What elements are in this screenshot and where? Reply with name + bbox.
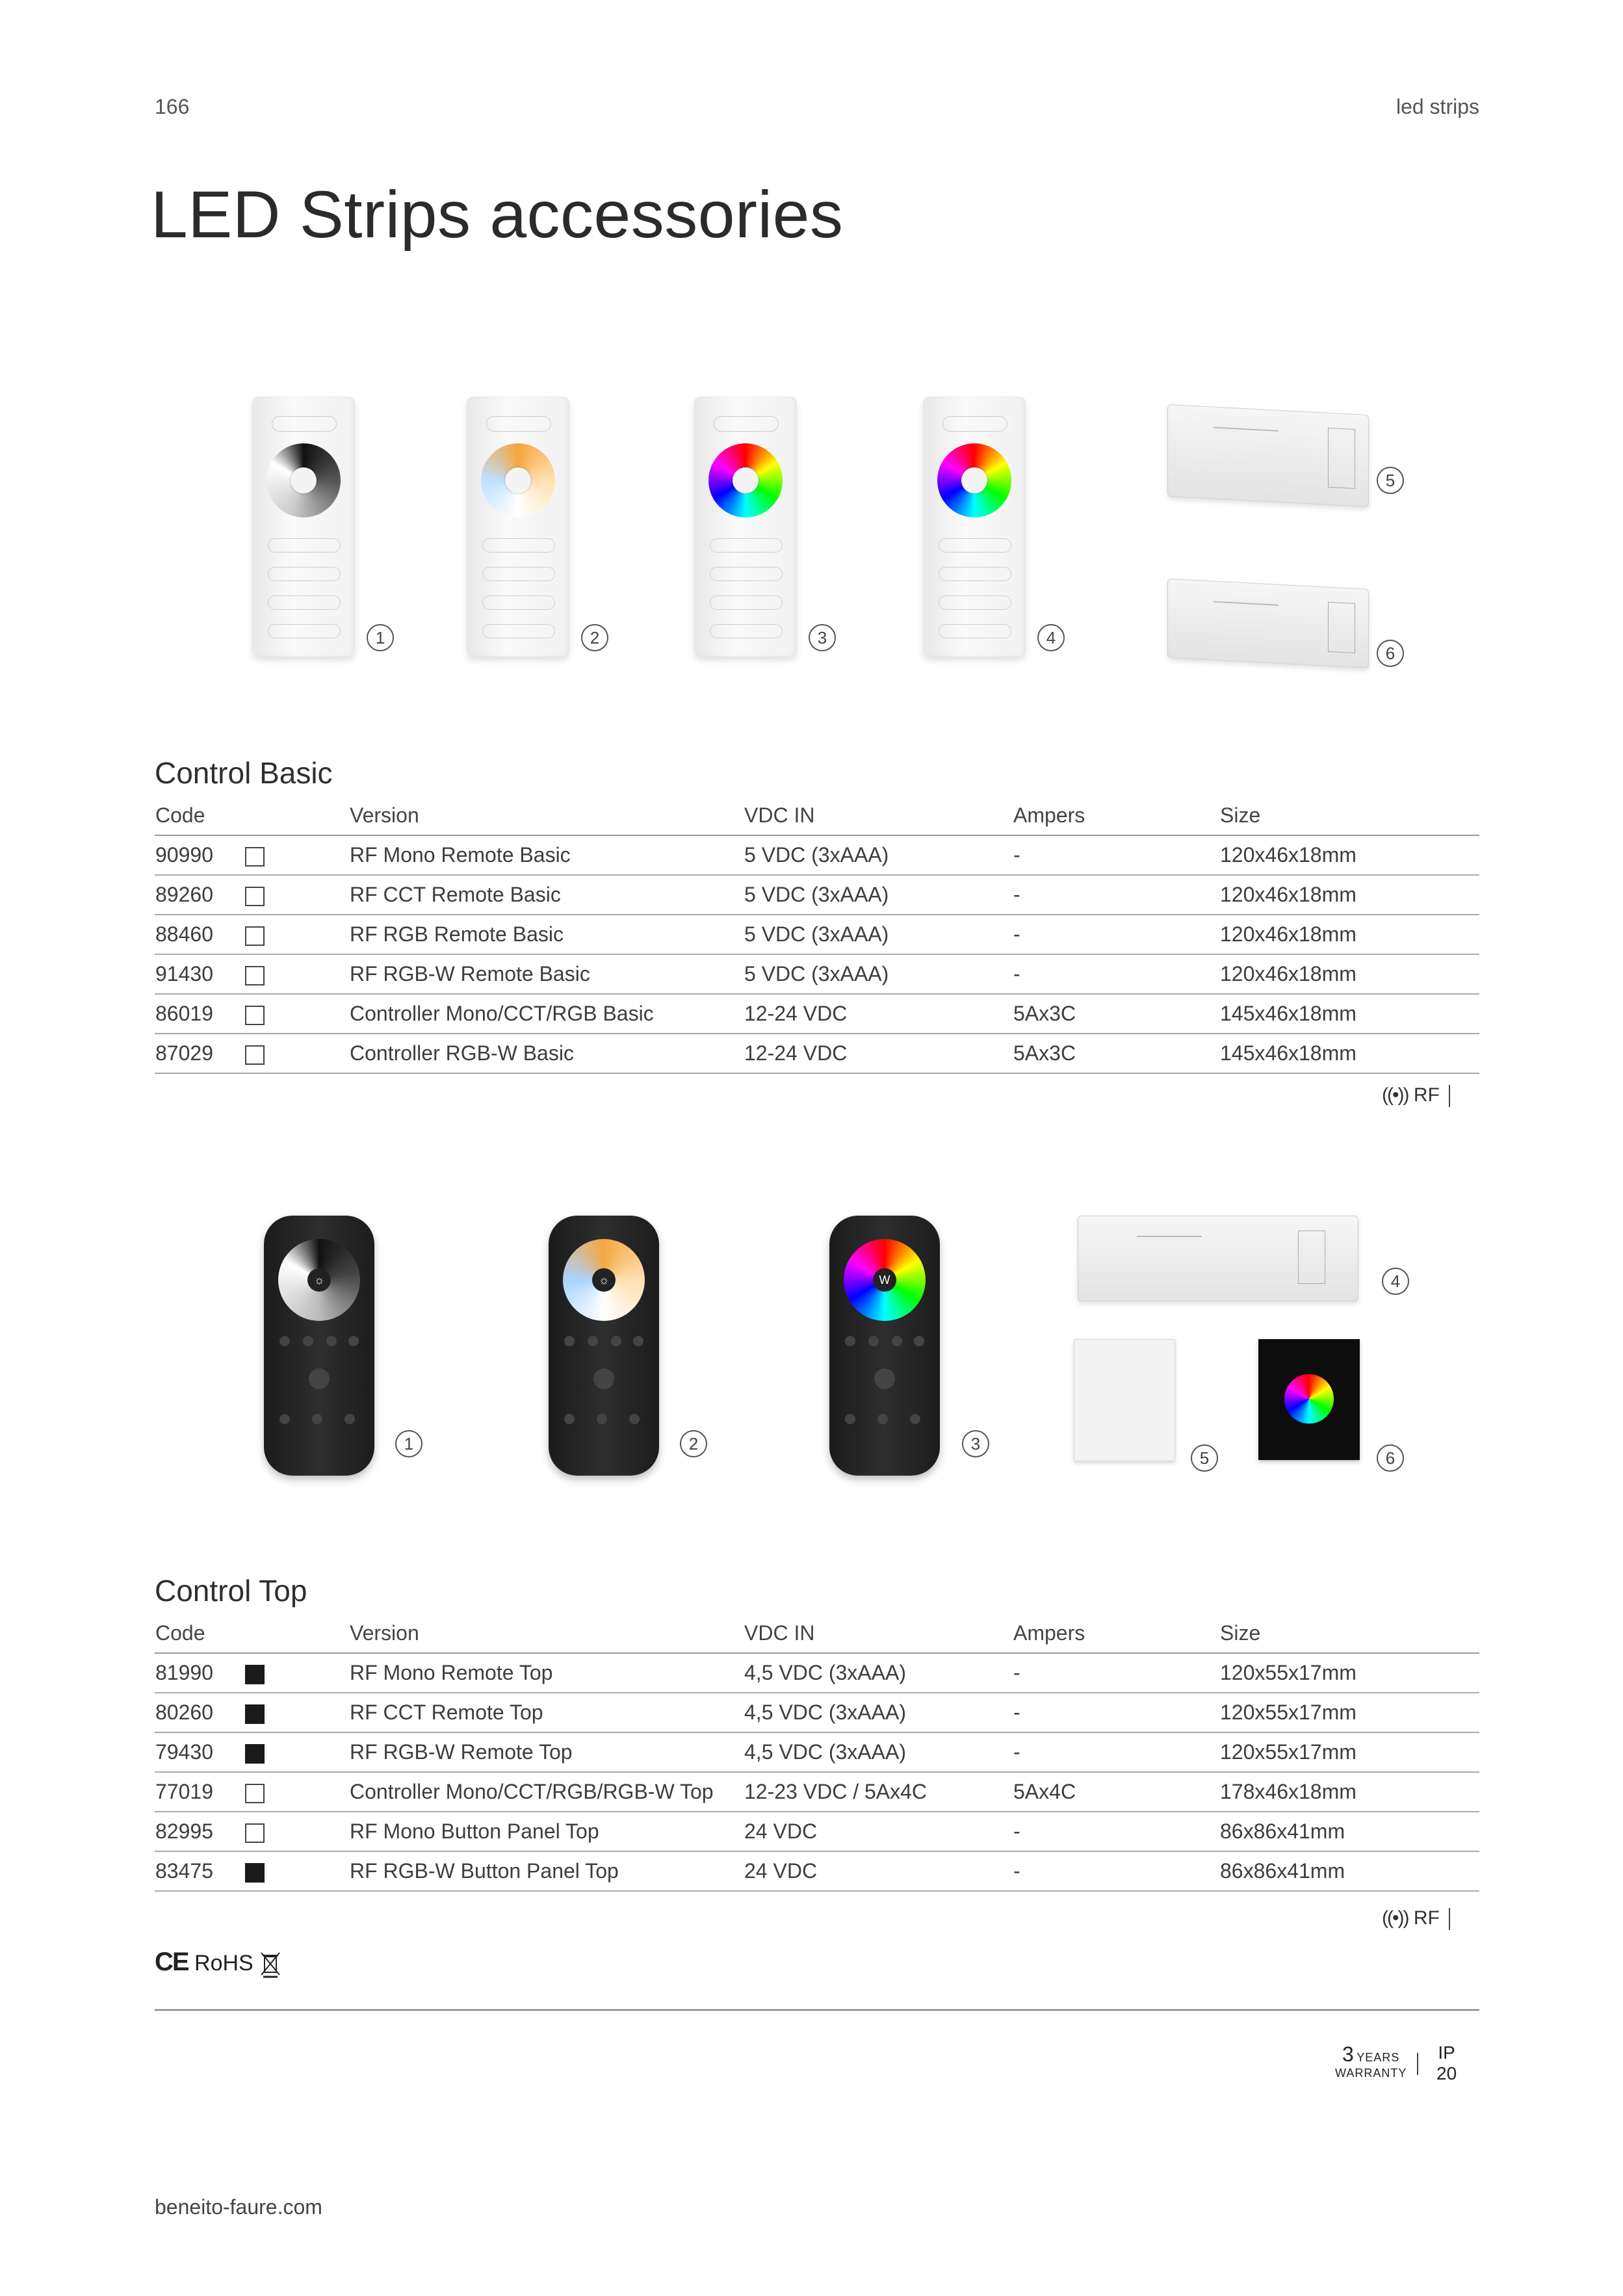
certification-marks — [155, 1948, 281, 1979]
cct-remote-top-image: ☼ — [549, 1216, 659, 1476]
product-number-badge: 3 — [962, 1430, 989, 1457]
finish-swatch — [240, 1653, 349, 1693]
rf-indicator: ((•)) RF — [1382, 1084, 1450, 1107]
white-finish-swatch — [245, 1045, 265, 1065]
controller-mono-cct-rgb-basic-image — [1167, 404, 1369, 507]
vdc-in-value: 5 VDC (3xAAA) — [744, 954, 1013, 994]
white-finish-swatch — [245, 1823, 265, 1843]
warranty-badge: 3 YEARS WARRANTY — [1335, 2042, 1407, 2080]
white-finish-swatch — [245, 966, 265, 985]
mono-remote-basic-image — [252, 397, 355, 657]
top-products-gallery — [155, 1209, 1479, 1495]
size-value: 145x46x18mm — [1219, 1034, 1479, 1073]
product-version: RF CCT Remote Top — [349, 1693, 744, 1732]
section-heading-control-top: Control Top — [155, 1574, 307, 1608]
ampers-value: - — [1013, 1693, 1219, 1732]
basic-products-gallery — [155, 390, 1479, 702]
size-value: 120x46x18mm — [1219, 915, 1479, 954]
finish-swatch — [240, 994, 349, 1034]
ampers-value: 5Ax4C — [1013, 1772, 1219, 1812]
rf-indicator: ((•)) RF — [1382, 1907, 1450, 1930]
ampers-value: - — [1013, 875, 1219, 915]
mono-button-panel-top-image — [1074, 1339, 1175, 1461]
ampers-value: - — [1013, 915, 1219, 954]
vdc-in-value: 24 VDC — [744, 1851, 1013, 1891]
column-header-ampers: Ampers — [1013, 796, 1219, 835]
white-finish-swatch — [245, 1006, 265, 1025]
controller-rgbw-basic-image — [1167, 579, 1369, 668]
ampers-value: - — [1013, 1851, 1219, 1891]
black-finish-swatch — [245, 1704, 265, 1724]
website-link[interactable]: beneito-faure.com — [155, 2195, 322, 2219]
rf-signal-icon: ((•)) — [1382, 1084, 1409, 1106]
vdc-in-value: 4,5 VDC (3xAAA) — [744, 1693, 1013, 1732]
product-version: RF Mono Remote Top — [349, 1653, 744, 1693]
product-number-badge: 6 — [1377, 640, 1404, 667]
size-value: 120x46x18mm — [1219, 954, 1479, 994]
column-header-code: Code — [155, 1613, 240, 1653]
divider — [1417, 2053, 1418, 2075]
table-row — [155, 1034, 1479, 1073]
product-number-badge: 1 — [367, 624, 394, 651]
page-number: 166 — [155, 95, 190, 118]
vdc-in-value: 12-24 VDC — [744, 994, 1013, 1034]
rgbw-remote-top-image: W — [829, 1216, 940, 1476]
rohs-mark: RoHS — [194, 1951, 253, 1976]
product-version: Controller Mono/CCT/RGB/RGB-W Top — [349, 1772, 744, 1812]
product-version: RF CCT Remote Basic — [349, 875, 744, 915]
ce-mark: CE — [155, 1948, 188, 1976]
table-header-row — [155, 1613, 1479, 1653]
product-version: Controller Mono/CCT/RGB Basic — [349, 994, 744, 1034]
vdc-in-value: 4,5 VDC (3xAAA) — [744, 1732, 1013, 1772]
size-value: 120x55x17mm — [1219, 1693, 1479, 1732]
size-value: 120x46x18mm — [1219, 835, 1479, 875]
product-number-badge: 4 — [1382, 1268, 1409, 1295]
product-number-badge: 6 — [1377, 1444, 1404, 1472]
size-value: 120x55x17mm — [1219, 1653, 1479, 1693]
column-header-code: Code — [155, 796, 240, 835]
ampers-value: 5Ax3C — [1013, 1034, 1219, 1073]
mono-remote-top-image: ☼ — [264, 1216, 374, 1476]
table-row — [155, 1693, 1479, 1732]
product-number-badge: 1 — [395, 1430, 422, 1457]
product-code: 82995 — [155, 1812, 240, 1851]
vdc-in-value: 12-23 VDC / 5Ax4C — [744, 1772, 1013, 1812]
vdc-in-value: 4,5 VDC (3xAAA) — [744, 1653, 1013, 1693]
product-version: RF RGB-W Remote Basic — [349, 954, 744, 994]
table-row — [155, 994, 1479, 1034]
finish-swatch — [240, 875, 349, 915]
finish-swatch — [240, 835, 349, 875]
controller-mono-cct-rgb-rgbw-top-image — [1078, 1216, 1358, 1301]
ampers-value: 5Ax3C — [1013, 994, 1219, 1034]
column-header-ampers: Ampers — [1013, 1613, 1219, 1653]
rf-signal-icon: ((•)) — [1382, 1907, 1409, 1929]
crossed-bin-icon — [259, 1951, 281, 1976]
size-value: 145x46x18mm — [1219, 994, 1479, 1034]
column-header-version: Version — [349, 1613, 744, 1653]
product-number-badge: 3 — [809, 624, 836, 651]
table-row — [155, 1812, 1479, 1851]
size-value: 178x46x18mm — [1219, 1772, 1479, 1812]
product-code: 79430 — [155, 1732, 240, 1772]
rgbw-remote-basic-image — [923, 397, 1026, 657]
vdc-in-value: 5 VDC (3xAAA) — [744, 875, 1013, 915]
finish-swatch — [240, 1034, 349, 1073]
product-code: 83475 — [155, 1851, 240, 1891]
ip-rating: IP 20 — [1436, 2042, 1457, 2083]
rgb-remote-basic-image — [694, 397, 797, 657]
product-version: RF RGB Remote Basic — [349, 915, 744, 954]
table-row — [155, 1653, 1479, 1693]
product-number-badge: 4 — [1037, 624, 1065, 651]
product-code: 80260 — [155, 1693, 240, 1732]
table-header-row — [155, 796, 1479, 835]
finish-swatch — [240, 1812, 349, 1851]
product-code: 90990 — [155, 835, 240, 875]
product-number-badge: 5 — [1191, 1444, 1218, 1472]
vdc-in-value: 5 VDC (3xAAA) — [744, 835, 1013, 875]
product-code: 91430 — [155, 954, 240, 994]
finish-swatch — [240, 915, 349, 954]
product-version: Controller RGB-W Basic — [349, 1034, 744, 1073]
divider — [155, 2009, 1479, 2011]
product-code: 86019 — [155, 994, 240, 1034]
size-value: 86x86x41mm — [1219, 1812, 1479, 1851]
product-code: 88460 — [155, 915, 240, 954]
vdc-in-value: 5 VDC (3xAAA) — [744, 915, 1013, 954]
white-finish-swatch — [245, 926, 265, 946]
table-row — [155, 875, 1479, 915]
section-heading-control-basic: Control Basic — [155, 756, 333, 790]
control-basic-table — [155, 796, 1479, 1074]
white-finish-swatch — [245, 887, 265, 906]
product-version: RF RGB-W Button Panel Top — [349, 1851, 744, 1891]
column-header-version: Version — [349, 796, 744, 835]
product-version: RF Mono Remote Basic — [349, 835, 744, 875]
product-number-badge: 2 — [581, 624, 608, 651]
table-row — [155, 1732, 1479, 1772]
product-code: 81990 — [155, 1653, 240, 1693]
rgbw-button-panel-top-image — [1258, 1339, 1360, 1460]
finish-swatch — [240, 1693, 349, 1732]
product-code: 77019 — [155, 1772, 240, 1812]
finish-swatch — [240, 1772, 349, 1812]
black-finish-swatch — [245, 1744, 265, 1764]
vdc-in-value: 24 VDC — [744, 1812, 1013, 1851]
product-version: RF RGB-W Remote Top — [349, 1732, 744, 1772]
white-finish-swatch — [245, 1784, 265, 1803]
black-finish-swatch — [245, 1863, 265, 1883]
ampers-value: - — [1013, 954, 1219, 994]
finish-swatch — [240, 1851, 349, 1891]
product-version: RF Mono Button Panel Top — [349, 1812, 744, 1851]
column-header-vdc: VDC IN — [744, 1613, 1013, 1653]
column-header-size: Size — [1219, 796, 1479, 835]
page-title: LED Strips accessories — [151, 177, 844, 252]
vdc-in-value: 12-24 VDC — [744, 1034, 1013, 1073]
size-value: 120x55x17mm — [1219, 1732, 1479, 1772]
ampers-value: - — [1013, 1732, 1219, 1772]
table-row — [155, 1851, 1479, 1891]
ampers-value: - — [1013, 835, 1219, 875]
product-code: 87029 — [155, 1034, 240, 1073]
finish-swatch — [240, 954, 349, 994]
size-value: 120x46x18mm — [1219, 875, 1479, 915]
finish-swatch — [240, 1732, 349, 1772]
ampers-value: - — [1013, 1812, 1219, 1851]
product-number-badge: 5 — [1377, 467, 1404, 494]
black-finish-swatch — [245, 1665, 265, 1684]
table-row — [155, 954, 1479, 994]
product-number-badge: 2 — [680, 1430, 707, 1457]
product-code: 89260 — [155, 875, 240, 915]
table-row — [155, 915, 1479, 954]
ampers-value: - — [1013, 1653, 1219, 1693]
size-value: 86x86x41mm — [1219, 1851, 1479, 1891]
section-tag: led strips — [1396, 95, 1479, 118]
cct-remote-basic-image — [467, 397, 569, 657]
column-header-size: Size — [1219, 1613, 1479, 1653]
column-header-vdc: VDC IN — [744, 796, 1013, 835]
control-top-table — [155, 1613, 1479, 1892]
table-row — [155, 1772, 1479, 1812]
table-row — [155, 835, 1479, 875]
white-finish-swatch — [245, 847, 265, 867]
